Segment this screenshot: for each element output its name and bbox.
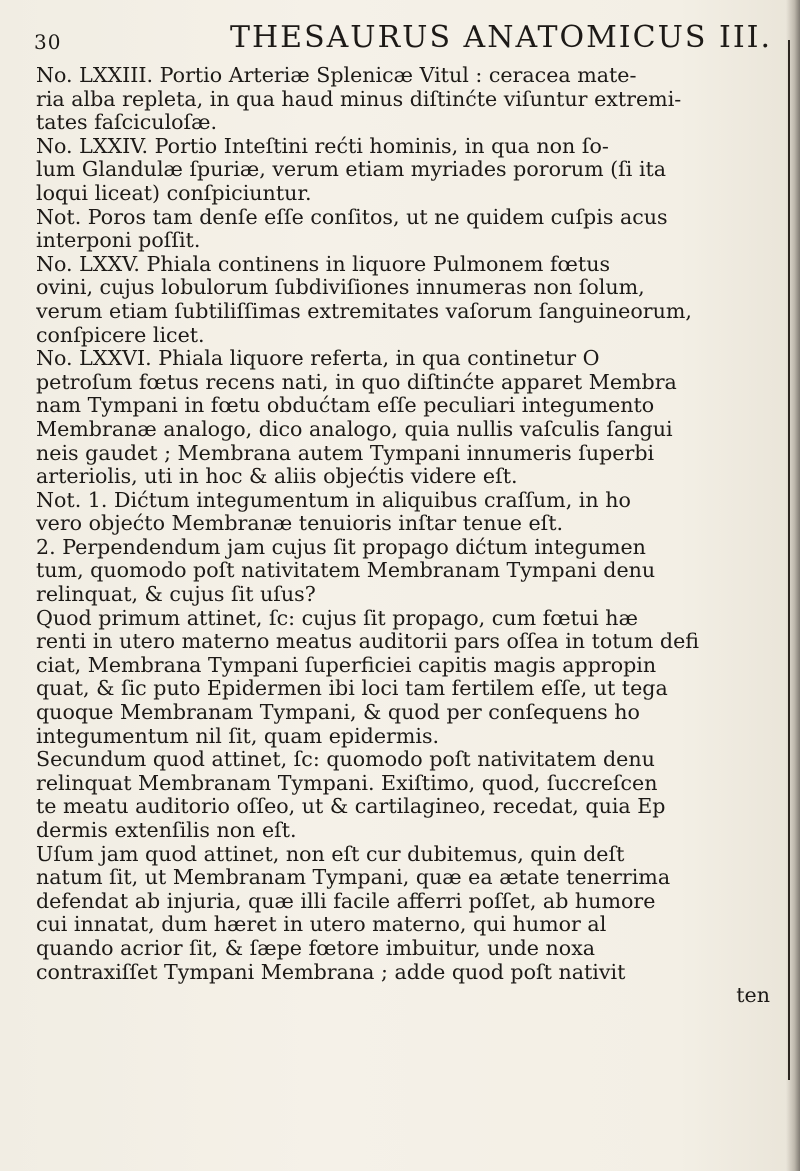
text-line: lum Glandulæ ſpuriæ, verum etiam myriades pororum (ſi ita bbox=[36, 158, 667, 182]
text-line: cui innatat, dum hæret in utero materno, qui humor al bbox=[36, 913, 607, 937]
text-line: ovini, cujus lobulorum ſubdiviſiones innumeras non ſolum, bbox=[36, 276, 645, 300]
text-line: Not. 1. Dićtum integumentum in aliquibus craſſum, in ho bbox=[36, 488, 631, 512]
text-line: Not. Poros tam denſe eſſe conſitos, ut ne quidem cuſpis acus bbox=[36, 205, 668, 229]
text-line: Uſum jam quod attinet, non eſt cur dubitemus, quin deſt bbox=[36, 842, 625, 866]
text-line: Membranæ analogo, dico analogo, quia nullis vaſculis ſangui bbox=[36, 417, 673, 441]
text-line: renti in utero materno meatus auditorii pars oſſea in totum defi bbox=[36, 630, 699, 654]
text-line: 2. Perpendendum jam cujus ſit propago dićtum integumen bbox=[36, 535, 646, 559]
text-line: No. LXXV. Phiala continens in liquore Pulmonem fœtus bbox=[36, 252, 611, 276]
text-line: relinquat, & cujus ſit uſus? bbox=[36, 583, 316, 607]
text-line: ria alba repleta, in qua haud minus diſtinćte viſuntur extremi- bbox=[36, 87, 682, 111]
text-line: defendat ab injuria, quæ illi facile afferri poſſet, ab humore bbox=[36, 889, 656, 913]
text-line: neis gaudet ; Membrana autem Tympani innumeris ſuperbi bbox=[36, 441, 655, 465]
text-line: integumentum nil ſit, quam epidermis. bbox=[36, 724, 440, 748]
text-line: vero objećto Membranæ tenuioris inſtar tenue eſt. bbox=[36, 512, 564, 536]
page-edge-shadow bbox=[786, 0, 800, 1171]
text-line: Quod primum attinet, ſc: cujus ſit propago, cum fœtui hæ bbox=[36, 606, 638, 630]
text-line: tates faſciculoſæ. bbox=[36, 111, 218, 135]
text-line: verum etiam ſubtiliſſimas extremitates vaſorum ſanguineorum, bbox=[36, 299, 692, 323]
text-line: arteriolis, uti in hoc & aliis objećtis videre eſt. bbox=[36, 465, 518, 489]
page-header bbox=[34, 20, 773, 55]
running-head: THESAURUS ANATOMICUS III. bbox=[230, 20, 773, 55]
text-line: nam Tympani in fœtu obdućtam eſſe peculiari integumento bbox=[36, 394, 655, 418]
text-line: petroſum fœtus recens nati, in quo diſtinćte apparet Membra bbox=[36, 370, 677, 394]
text-line: dermis extenſilis non eſt. bbox=[36, 819, 297, 842]
text-line: No. LXXIII. Portio Arteriæ Splenicæ Vitul : ceracea mate- bbox=[36, 64, 637, 87]
text-line: natum ſit, ut Membranam Tympani, quæ ea ætate tenerrima bbox=[36, 866, 671, 890]
text-line: interponi poſſit. bbox=[36, 229, 201, 253]
text-line: tum, quomodo poſt nativitatem Membranam Tympani denu bbox=[36, 559, 656, 583]
text-line: te meatu auditorio oſſeo, ut & cartilagineo, recedat, quia Ep bbox=[36, 795, 666, 819]
text-line: No. LXXIV. Portio Inteſtini rećti hominis, in qua non ſo- bbox=[36, 134, 609, 158]
text-line: quat, & ſic puto Epidermen ibi loci tam fertilem eſſe, ut tega bbox=[36, 677, 668, 701]
text-line: ten bbox=[736, 984, 770, 1008]
text-line: relinquat Membranam Tympani. Exiſtimo, quod, ſuccreſcen bbox=[36, 771, 658, 795]
text-line: quoque Membranam Tympani, & quod per conſequens ho bbox=[36, 701, 640, 725]
text-line: quando acrior ſit, & ſæpe fœtore imbuitur, unde noxa bbox=[36, 936, 596, 960]
body-text bbox=[36, 64, 778, 1134]
text-line: No. LXXVI. Phiala liquore referta, in qua continetur O bbox=[36, 347, 600, 371]
text-line: contraxiſſet Tympani Membrana ; adde quod poſt nativit bbox=[36, 960, 626, 984]
text-line: Secundum quod attinet, ſc: quomodo poſt nativitatem denu bbox=[36, 748, 655, 772]
text-line: ciat, Membrana Tympani ſuperficiei capitis magis appropin bbox=[36, 653, 657, 677]
text-line: loqui liceat) conſpiciuntur. bbox=[36, 181, 312, 205]
text-line: conſpicere licet. bbox=[36, 323, 205, 347]
page-number: 30 bbox=[34, 30, 62, 54]
